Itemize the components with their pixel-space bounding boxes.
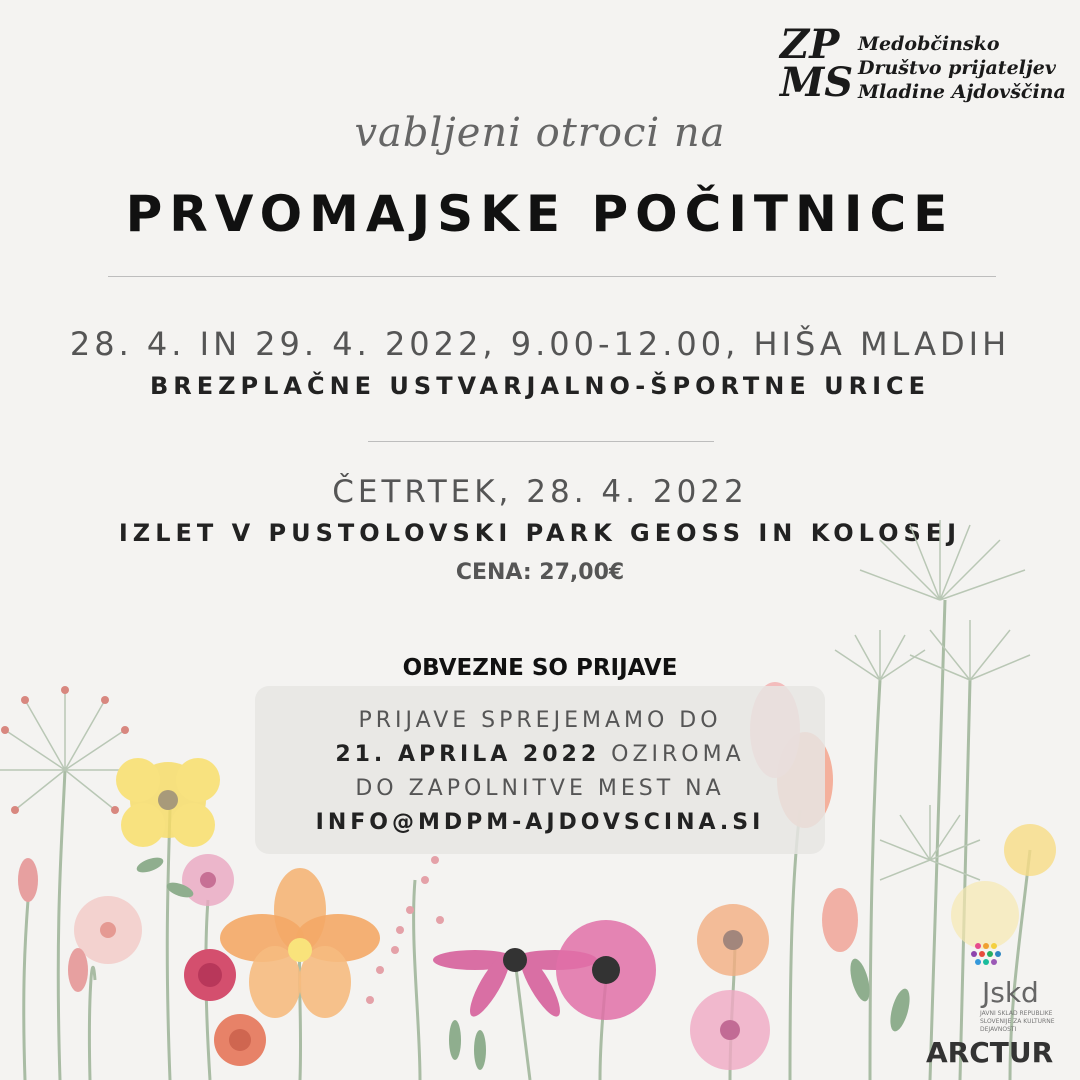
organization-logo bbox=[780, 21, 1070, 108]
event1-date: 28. 4. IN 29. 4. 2022, 9.00-12.00, HIŠA MLADIH bbox=[69, 325, 1011, 363]
jskd-wordmark: Jskd bbox=[982, 976, 1039, 1009]
intro-script: vabljeni otroci na bbox=[354, 110, 726, 156]
logo-line-2: Društvo prijateljev bbox=[858, 57, 1056, 79]
event2-date: ČETRTEK, 28. 4. 2022 bbox=[332, 474, 748, 510]
registration-email[interactable]: INFO@MDPM-AJDOVSCINA.SI bbox=[315, 810, 765, 835]
jskd-dots-icon bbox=[970, 940, 1010, 974]
registration-box bbox=[255, 686, 825, 854]
registration-line-3: DO ZAPOLNITVE MEST NA bbox=[355, 776, 725, 801]
event1-title: BREZPLAČNE USTVARJALNO-ŠPORTNE URICE bbox=[149, 372, 931, 400]
event2-title: IZLET V PUSTOLOVSKI PARK GEOSS IN KOLOSEJ bbox=[118, 519, 962, 547]
registration-heading: OBVEZNE SO PRIJAVE bbox=[402, 655, 678, 681]
divider-middle bbox=[368, 441, 714, 442]
jskd-logo bbox=[966, 940, 1076, 1033]
logo-text bbox=[858, 32, 1066, 104]
registration-line-1: PRIJAVE SPREJEMAMO DO bbox=[358, 708, 722, 733]
registration-deadline: 21. APRILA 2022 bbox=[335, 742, 601, 767]
logo-line-1: Medobčinsko bbox=[858, 33, 1000, 55]
page-title: PRVOMAJSKE POČITNICE bbox=[125, 185, 955, 243]
divider-top bbox=[108, 276, 996, 277]
event2-price: CENA: 27,00€ bbox=[455, 560, 625, 585]
registration-line-2: 21. APRILA 2022 OZIROMA bbox=[335, 742, 745, 767]
arctur-logo: ARCTUR bbox=[926, 1036, 1054, 1069]
logo-mark: ZP MS bbox=[780, 21, 854, 106]
logo-line-3: Mladine Ajdovščina bbox=[858, 81, 1066, 103]
jskd-subtitle: JAVNI SKLAD REPUBLIKE SLOVENIJE ZA KULTURNE DEJAVNOSTI bbox=[980, 1010, 1055, 1033]
